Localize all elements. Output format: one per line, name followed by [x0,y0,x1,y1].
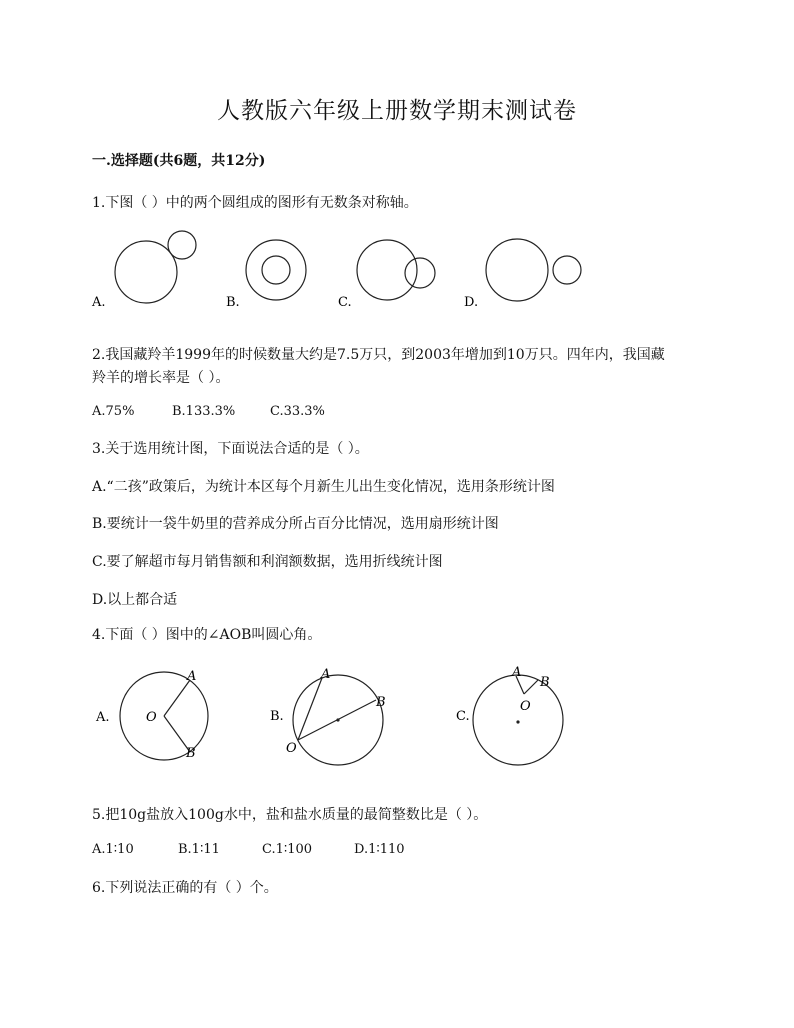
question-3-stem: 3.关于选用统计图，下面说法合适的是（ ）。 [92,441,369,457]
question-2-stem-line-2: 羚羊的增长率是（ ）。 [92,370,230,386]
figure-1c-label: C. [338,295,352,310]
figure-4c-point-o: O [520,699,531,714]
figure-4c-segment-ob [524,680,538,694]
question-3-option-d: D.以上都合适 [92,592,178,608]
question-5-option-c: C.1∶100 [262,842,313,857]
figure-4b-point-o: O [286,741,297,756]
question-4-stem: 4.下面（ ）图中的∠AOB叫圆心角。 [92,627,322,643]
question-2-stem-line-1: 2.我国藏羚羊1999年的时候数量大约是7.5万只，到2003年增加到10万只。四年内，我国藏 [92,347,665,363]
figure-4b [270,667,386,765]
figure-4b-chord-ob [298,700,376,740]
question-1-stem: 1.下图（ ）中的两个圆组成的图形有无数条对称轴。 [92,195,418,211]
figure-1b-outer-circle [246,240,306,300]
figure-1a [91,231,196,310]
figure-4a-point-a: A [187,669,197,684]
figure-4a-radius-oa [164,680,190,716]
figure-4b-label: B. [270,709,284,724]
figure-4c-point-b: B [540,675,550,690]
question-5-option-d: D.1∶110 [354,842,405,857]
page-title: 人教版六年级上册数学期末测试卷 [217,98,577,124]
figure-4a [95,669,208,761]
question-4-figures [86,664,606,770]
figure-4c [456,665,563,765]
question-6-stem: 6.下列说法正确的有（ ）个。 [92,880,278,896]
question-2-option-b: B.133.3% [172,404,236,419]
question-3-option-a: A.“二孩”政策后，为统计本区每个月新生儿出生变化情况，选用条形统计图 [92,479,555,495]
figure-1c-large-circle [357,240,417,300]
question-5-option-b: B.1∶11 [178,842,220,857]
figure-1b [226,240,306,310]
question-1-figures [80,226,600,316]
figure-1a-small-circle [168,231,196,259]
question-5-stem: 5.把10g盐放入100g水中，盐和盐水质量的最简整数比是（ ）。 [92,807,488,823]
figure-4a-label: A. [96,710,110,725]
figure-4a-point-b: B [186,746,196,761]
figure-1d-label: D. [464,295,479,310]
figure-4b-point-a: A [321,667,331,682]
figure-4b-chord-oa [298,678,322,740]
question-3-option-b: B.要统计一袋牛奶里的营养成分所占百分比情况，选用扇形统计图 [92,516,499,532]
figure-1a-large-circle [115,241,177,303]
question-5-option-a: A.1∶10 [92,842,134,857]
figure-4c-center-dot [516,720,519,723]
figure-1c-small-circle [405,258,435,288]
figure-1b-inner-circle [262,256,290,284]
question-2-option-a: A.75% [92,404,135,419]
figure-4c-point-a: A [512,665,522,680]
figure-4b-point-b: B [376,695,386,710]
figure-1d [464,239,581,310]
figure-1c [338,240,435,310]
figure-4c-label: C. [456,709,470,724]
question-3-option-c: C.要了解超市每月销售额和利润额数据，选用折线统计图 [92,554,443,570]
figure-1d-large-circle [486,239,548,301]
figure-1b-label: B. [226,295,240,310]
figure-1a-label: A. [92,295,106,310]
section-heading: 一.选择题(共6题，共12分) [92,153,266,169]
question-2-option-c: C.33.3% [270,404,325,419]
figure-1d-small-circle [553,256,581,284]
figure-4a-point-o: O [146,710,157,725]
